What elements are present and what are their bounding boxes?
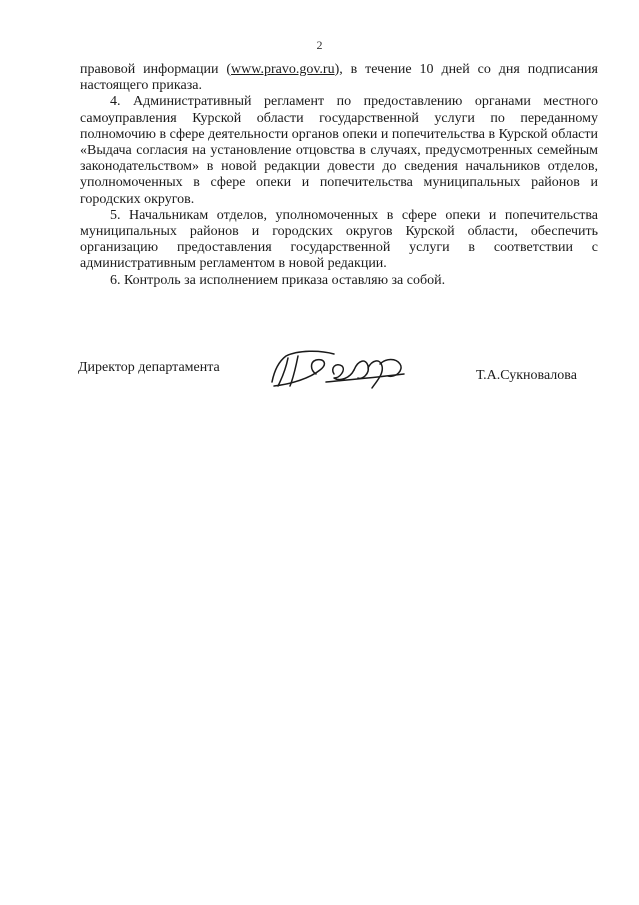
pravo-link[interactable]: www.pravo.gov.ru	[231, 62, 335, 77]
signer-position: Директор департамента	[78, 360, 220, 375]
paragraph-publication-start: правовой информации (	[80, 62, 232, 77]
paragraph-publication	[80, 62, 598, 94]
handwritten-signature	[264, 348, 414, 392]
page-number: 2	[316, 38, 323, 52]
paragraph-publication-end: ), в течение 10 дней со дня подписания настоящего приказа.	[80, 62, 598, 94]
signer-name: Т.А.Сукновалова	[476, 368, 577, 383]
paragraph-item-4: 4. Административный регламент по предоставлению органами местного самоуправления Курской области государственной услуги по переданному полномочию в сфере деятельности органов опеки и попечительства в Курской области «Выдача согласия на установление отцовства в случаях, предусмотренных семейным законодательством» в новой редакции довести до сведения начальников отделов, уполномоченных в сфере опеки и попечительства муниципальных районов и городских округов.	[80, 94, 598, 207]
document-body	[80, 62, 598, 289]
paragraph-item-5: 5. Начальникам отделов, уполномоченных в сфере опеки и попечительства муниципальных районов и городских округов Курской области, обеспечить организацию предоставления государственной услуги в соответствии с административным регламентом в новой редакции.	[80, 207, 598, 272]
signature-block	[78, 348, 608, 398]
paragraph-item-6: 6. Контроль за исполнением приказа оставляю за собой.	[110, 272, 446, 288]
